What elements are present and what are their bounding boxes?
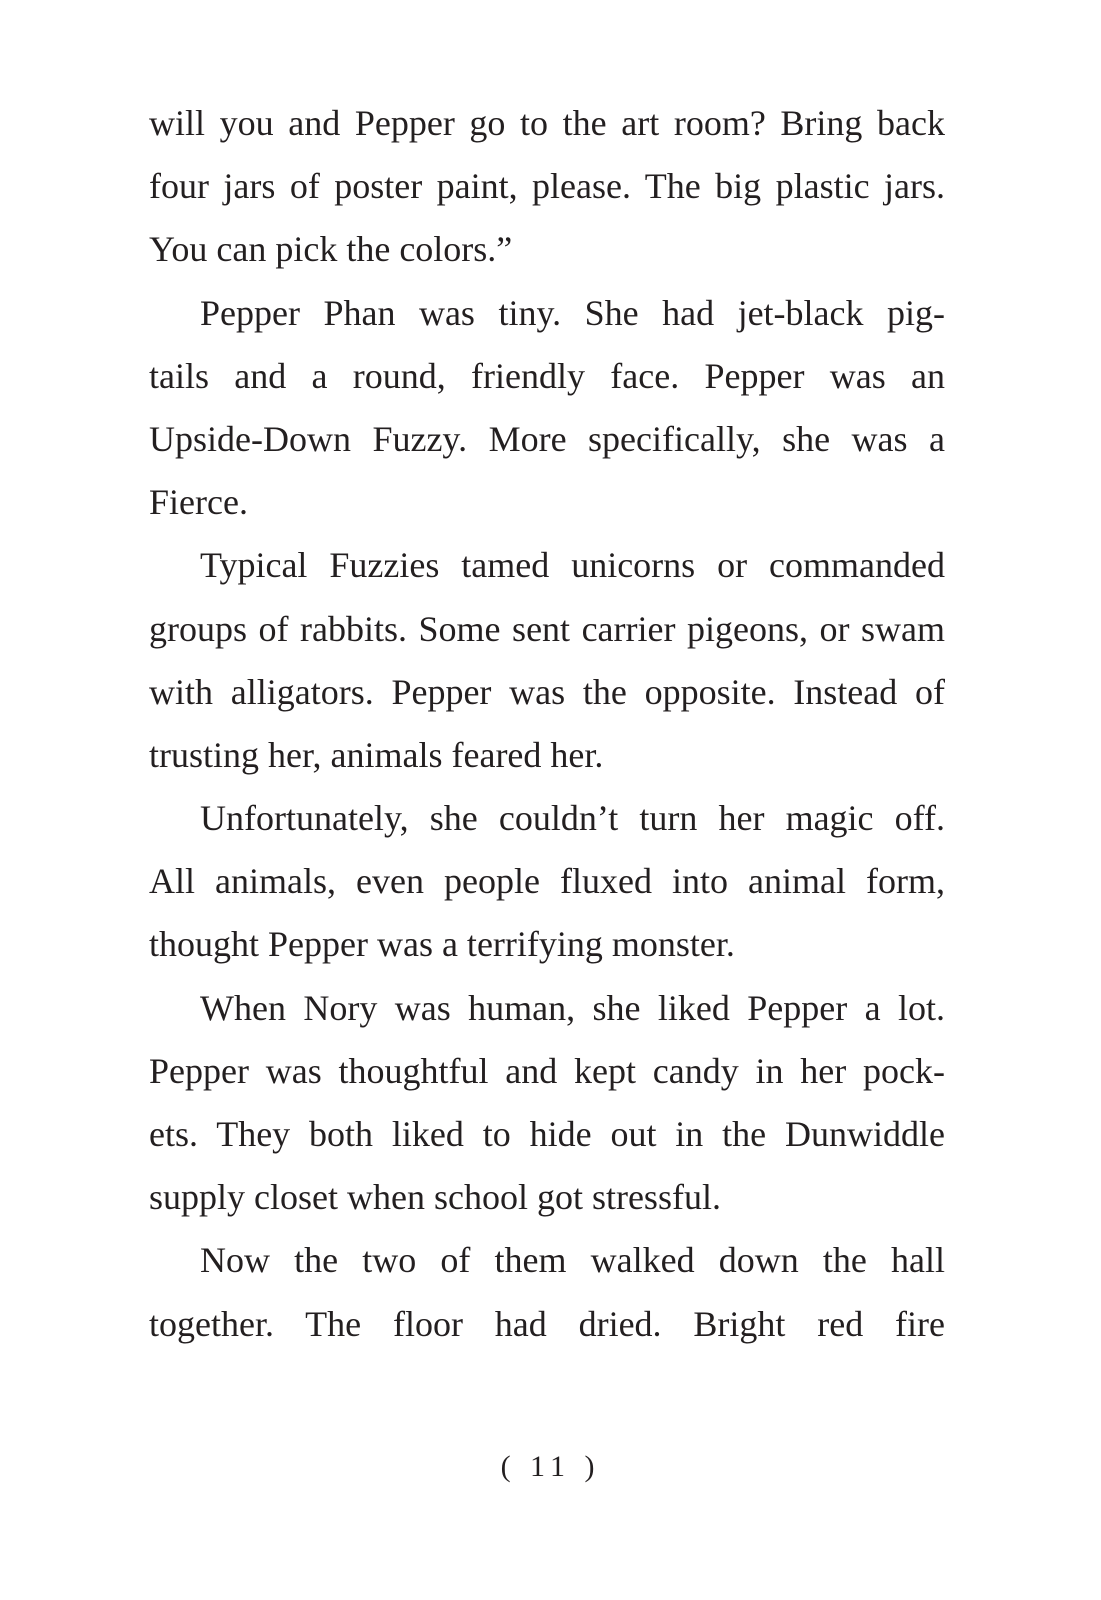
text-line: will you and Pepper go to the art room? Bring back <box>149 103 945 143</box>
text-line: trusting her, animals feared her. <box>149 734 604 775</box>
text-line: Pepper Phan was tiny. She had jet-black pig- <box>200 292 945 333</box>
text-line: supply closet when school got stressful. <box>149 1177 721 1218</box>
paragraph <box>149 1229 945 1355</box>
text-line: When Nory was human, she liked Pepper a lot. <box>200 987 945 1028</box>
paragraph <box>149 534 945 787</box>
text-line: with alligators. Pepper was the opposite. Instead of <box>149 671 945 712</box>
text-line: Fierce. <box>149 482 248 523</box>
text-line: Typical Fuzzies tamed unicorns or commanded <box>200 545 945 586</box>
text-line: All animals, even people fluxed into animal form, <box>149 861 945 902</box>
text-line: You can pick the colors.” <box>149 229 513 270</box>
paragraph <box>149 282 945 535</box>
paragraph <box>149 92 945 282</box>
paragraph <box>149 977 945 1230</box>
text-line: Pepper was thoughtful and kept candy in her pock- <box>149 1050 945 1091</box>
text-line: four jars of poster paint, please. The big plastic jars. <box>149 166 945 207</box>
body-text <box>149 92 945 1356</box>
page-number: ( 11 ) <box>500 1450 601 1483</box>
text-line: Upside-Down Fuzzy. More specifically, she was a <box>149 418 945 459</box>
text-line: ets. They both liked to hide out in the Dunwiddle <box>149 1114 945 1154</box>
text-line: tails and a round, friendly face. Pepper was an <box>149 355 945 396</box>
text-line: Unfortunately, she couldn’t turn her magic off. <box>200 798 945 839</box>
text-line: thought Pepper was a terrifying monster. <box>149 924 735 965</box>
text-line: groups of rabbits. Some sent carrier pigeons, or swam <box>149 608 945 649</box>
paragraph <box>149 787 945 977</box>
text-line: Now the two of them walked down the hall <box>200 1240 945 1281</box>
text-line: together. The floor had dried. Bright red fire <box>149 1303 945 1344</box>
